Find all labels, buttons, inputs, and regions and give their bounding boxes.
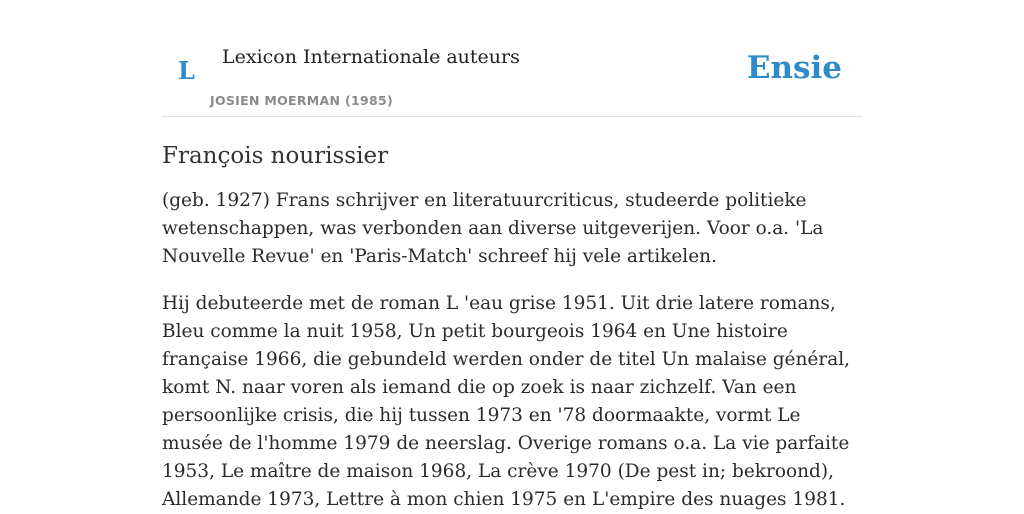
entry-title: François nourissier (162, 143, 389, 169)
book-author: JOSIEN MOERMAN (1985) (210, 93, 393, 108)
source-header (162, 0, 862, 117)
ensie-logo[interactable]: Ensie (746, 50, 842, 86)
entry-paragraph-1: (geb. 1927) Frans schrijver en literatuurcriticus, studeerde politieke wetenschappen, was verbonden aan diverse uitgeverijen. Voor o.a. 'La Nouvelle Revue' en 'Paris-Match' schreef hij vele artikelen. (162, 190, 824, 267)
entry-paragraph-2: Hij debuteerde met de roman L 'eau grise 1951. Uit drie latere romans, Bleu comme la nuit 1958, Un petit bourgeois 1964 en Une histoire française 1966, die gebundeld werden onder de titel Un malaise général, komt N. naar voren als iemand die op zoek is naar zichzelf. Van een persoonlijke crisis, die hij tussen 1973 en '78 doormaakte, vormt Le musée de l'homme 1979 de neerslag. Overige romans o.a. La vie parfaite 1953, Le maître de maison 1968, La crève 1970 (De pest in; bekroond), Allemande 1973, Lettre à mon chien 1975 en L'empire des nuages 1981. (162, 293, 851, 510)
lexicon-logo[interactable]: L (178, 56, 195, 85)
page (162, 0, 862, 514)
book-title[interactable]: Lexicon Internationale auteurs (222, 46, 520, 68)
